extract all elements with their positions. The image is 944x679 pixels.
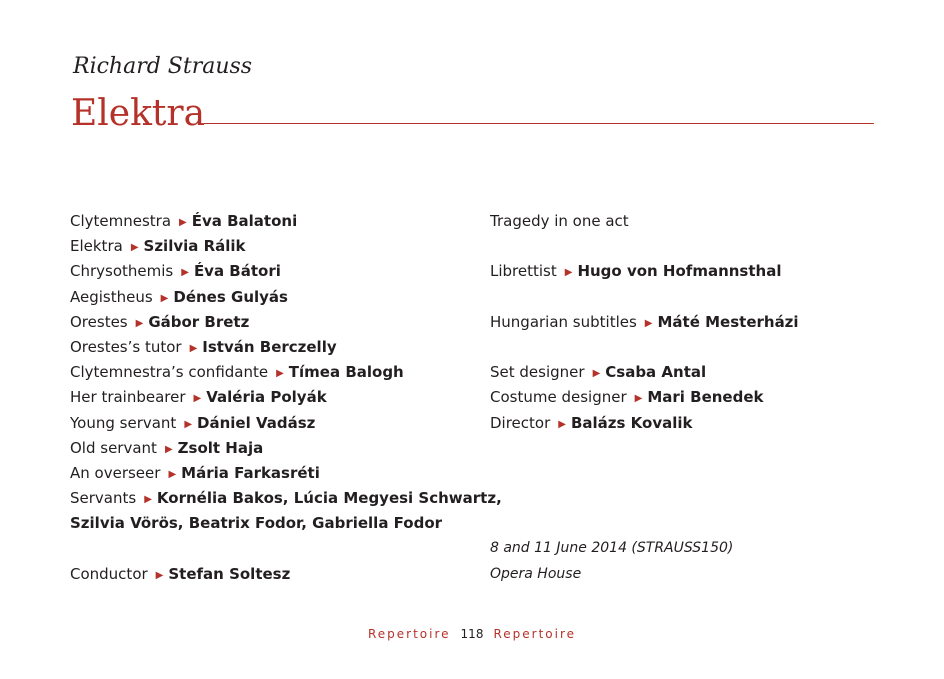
- performance-dates: 8 and 11 June 2014 (STRAUSS150): [490, 540, 734, 557]
- page-number: 118: [460, 627, 484, 641]
- arrow-icon: ▶: [634, 393, 643, 405]
- costume-designer-row: [490, 385, 910, 410]
- arrow-icon: ▶: [164, 443, 173, 455]
- cast-row: [70, 461, 470, 486]
- performer-name: Kornélia Bakos, Lúcia Megyesi Schwartz,: [156, 489, 502, 508]
- role-label: Orestes: [70, 312, 128, 331]
- cast-row: [70, 335, 470, 360]
- role-label: Clytemnestra: [70, 212, 172, 230]
- footer-section-left: Repertoire: [367, 627, 451, 641]
- performer-name: Éva Bátori: [193, 262, 281, 281]
- role-label: Orestes’s tutor: [70, 337, 182, 356]
- role-label: Costume designer: [490, 388, 627, 407]
- performer-name: Tímea Balogh: [288, 363, 404, 382]
- performer-name: Szilvia Rálik: [143, 237, 246, 256]
- production-info: [490, 209, 910, 587]
- arrow-icon: ▶: [168, 468, 177, 480]
- arrow-icon: ▶: [155, 569, 164, 581]
- performer-name: Zsolt Haja: [177, 438, 264, 457]
- performer-name: István Berczelly: [202, 337, 337, 356]
- cast-row: [70, 209, 470, 234]
- arrow-icon: ▶: [135, 317, 144, 329]
- arrow-icon: ▶: [160, 292, 169, 304]
- role-label: Set designer: [490, 363, 585, 382]
- spacer: [490, 234, 910, 259]
- spacer: [490, 285, 910, 310]
- spacer: [490, 436, 910, 461]
- page-title: Elektra: [71, 93, 206, 134]
- role-label: Her trainbearer: [70, 388, 186, 407]
- performer-name: Éva Balatoni: [191, 212, 298, 230]
- spacer: [490, 461, 910, 486]
- venue: Opera House: [490, 565, 582, 582]
- cast-list: [70, 209, 502, 587]
- role-label: Old servant: [70, 438, 157, 457]
- title-rule: [204, 123, 874, 124]
- person-name: Hugo von Hofmannsthal: [577, 262, 782, 281]
- role-label: Servants: [70, 489, 137, 508]
- servants-row-continued: [70, 511, 470, 536]
- performer-name: Gábor Bretz: [148, 312, 250, 331]
- arrow-icon: ▶: [644, 317, 653, 329]
- cast-row: [70, 285, 470, 310]
- person-name: Máté Mesterházi: [657, 312, 799, 331]
- performer-name: Dániel Vadász: [197, 413, 316, 432]
- conductor-row: [70, 562, 470, 587]
- performer-name: Valéria Polyák: [206, 388, 327, 407]
- role-label: Young servant: [70, 413, 177, 432]
- spacer: [490, 335, 910, 360]
- arrow-icon: ▶: [144, 494, 152, 506]
- role-label: Director: [490, 413, 551, 432]
- arrow-icon: ▶: [130, 242, 139, 254]
- role-label: Elektra: [70, 237, 123, 256]
- cast-row: [70, 360, 470, 385]
- director-row: [490, 411, 910, 436]
- person-name: Mari Benedek: [647, 388, 764, 407]
- spacer: [70, 536, 470, 561]
- role-label: Aegistheus: [70, 287, 153, 306]
- arrow-icon: ▶: [564, 267, 573, 279]
- arrow-icon: ▶: [189, 342, 198, 354]
- performer-name: Stefan Soltesz: [168, 564, 291, 583]
- arrow-icon: ▶: [558, 418, 566, 430]
- role-label: Hungarian subtitles: [490, 312, 637, 331]
- cast-row: [70, 436, 470, 461]
- arrow-icon: ▶: [193, 393, 202, 405]
- spacer: [490, 486, 910, 511]
- performer-name: Dénes Gulyás: [173, 287, 288, 306]
- footer-section-right: Repertoire: [493, 627, 577, 641]
- person-name: Balázs Kovalik: [570, 413, 693, 432]
- arrow-icon: ▶: [592, 368, 601, 380]
- arrow-icon: ▶: [276, 368, 284, 380]
- performer-name: Mária Farkasréti: [181, 463, 320, 482]
- composer-name: Richard Strauss: [73, 54, 253, 79]
- role-label: Clytemnestra’s confidante: [70, 363, 269, 382]
- role-label: Conductor: [70, 564, 148, 583]
- cast-row: [70, 234, 470, 259]
- cast-row: [70, 411, 470, 436]
- person-name: Csaba Antal: [605, 363, 707, 382]
- arrow-icon: ▶: [181, 267, 189, 279]
- subtitles-row: [490, 310, 910, 335]
- page-footer: [0, 627, 944, 641]
- cast-row: [70, 310, 470, 335]
- genre: Tragedy in one act: [490, 212, 629, 230]
- cast-row: [70, 385, 470, 410]
- arrow-icon: ▶: [179, 217, 187, 228]
- set-designer-row: [490, 360, 910, 385]
- role-label: An overseer: [70, 463, 161, 482]
- servants-row: [70, 486, 502, 511]
- cast-row: [70, 259, 470, 284]
- role-label: Librettist: [490, 262, 557, 281]
- spacer: [490, 511, 910, 536]
- role-label: Chrysothemis: [70, 262, 174, 281]
- performer-name: Szilvia Vörös, Beatrix Fodor, Gabriella Fodor: [70, 514, 443, 533]
- arrow-icon: ▶: [184, 418, 193, 430]
- librettist-row: [490, 259, 910, 284]
